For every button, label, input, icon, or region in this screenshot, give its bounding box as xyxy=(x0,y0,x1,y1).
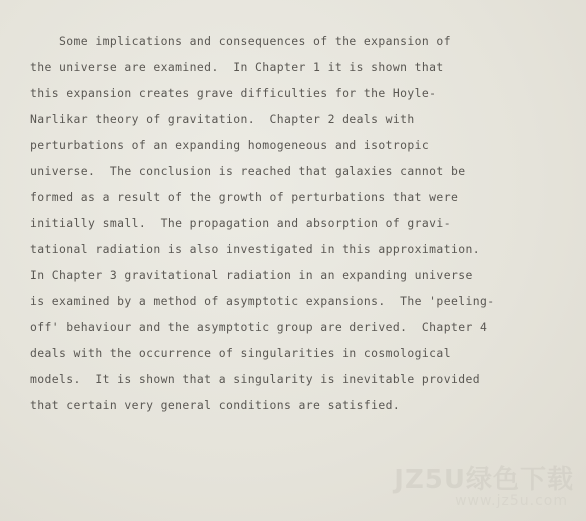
text-line: is examined by a method of asymptotic expansions. The 'peeling- xyxy=(30,294,495,308)
text-line: Narlikar theory of gravitation. Chapter 2 deals with xyxy=(30,112,415,126)
site-watermark xyxy=(396,459,574,513)
watermark-url: www.jz5u.com xyxy=(455,493,568,509)
text-line: deals with the occurrence of singularities in cosmological xyxy=(30,346,451,360)
text-line: that certain very general conditions are satisfied. xyxy=(30,398,401,412)
text-line: perturbations of an expanding homogeneous and isotropic xyxy=(30,138,430,152)
text-line: formed as a result of the growth of perturbations that were xyxy=(30,190,459,204)
text-line: Some implications and consequences of the expansion of xyxy=(30,34,451,48)
text-line: initially small. The propagation and absorption of gravi- xyxy=(30,216,451,230)
text-line: models. It is shown that a singularity is inevitable provided xyxy=(30,372,480,386)
text-line: In Chapter 3 gravitational radiation in an expanding universe xyxy=(30,268,473,282)
text-line: this expansion creates grave difficulties for the Hoyle- xyxy=(30,86,437,100)
text-line: tational radiation is also investigated in this approximation. xyxy=(30,242,480,256)
watermark-logo-text: JZ5U绿色下载 xyxy=(394,465,574,495)
text-line: off' behaviour and the asymptotic group are derived. Chapter 4 xyxy=(30,320,488,334)
text-line: universe. The conclusion is reached that galaxies cannot be xyxy=(30,164,466,178)
text-line: the universe are examined. In Chapter 1 it is shown that xyxy=(30,60,444,74)
